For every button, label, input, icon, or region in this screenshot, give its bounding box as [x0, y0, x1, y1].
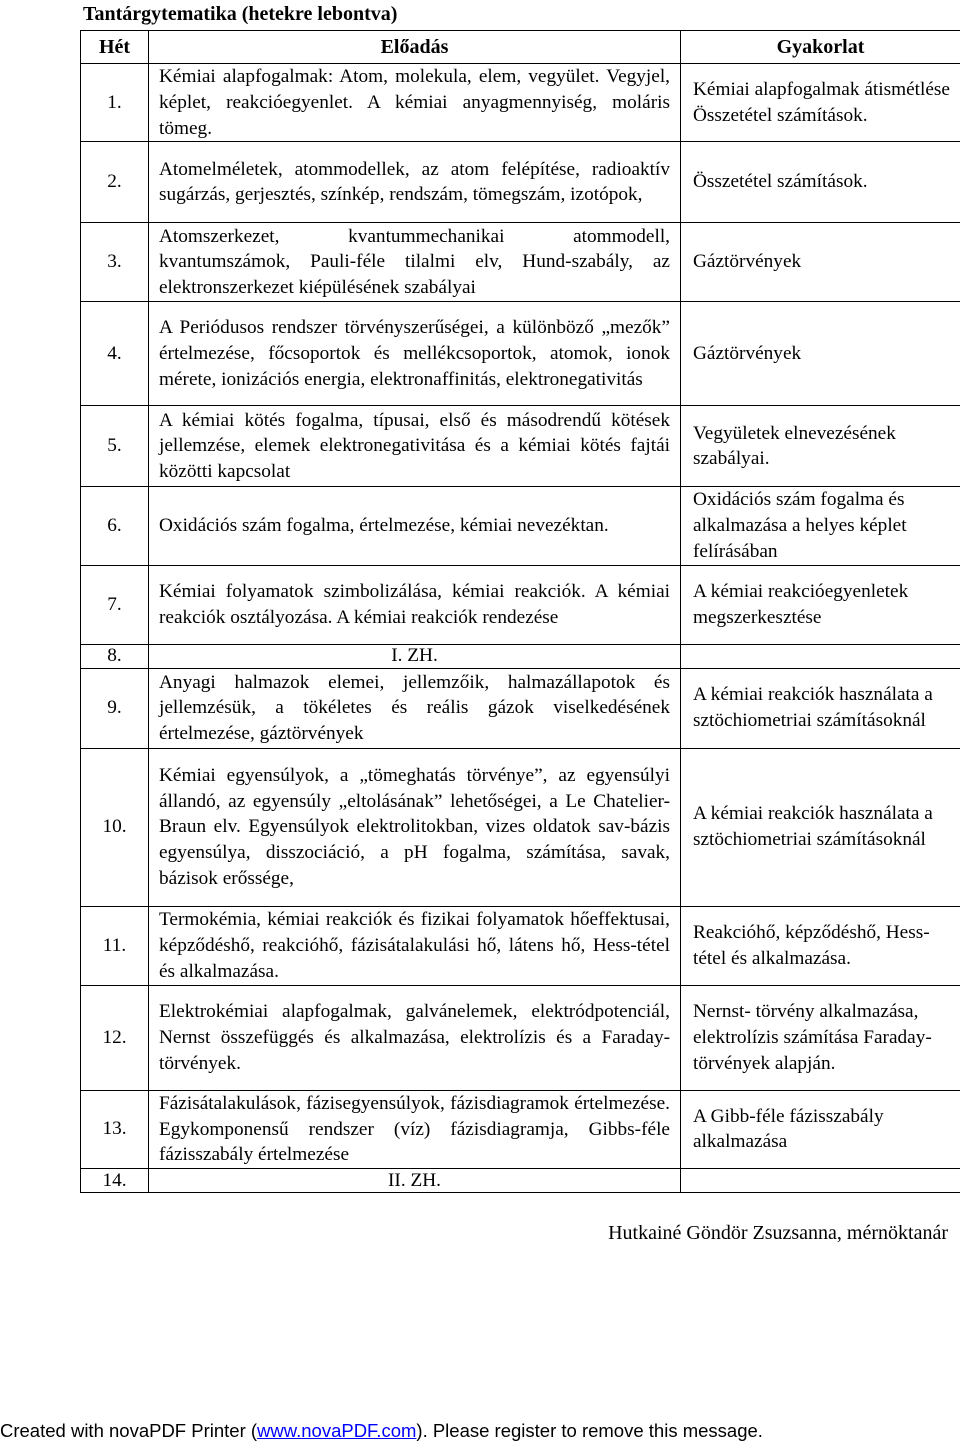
week-number: 10. — [81, 748, 149, 906]
practice-topic: A kémiai reakciók használata a sztöchiometriai számításoknál — [681, 748, 960, 906]
practice-topic: Reakcióhő, képződéshő, Hess-tétel és alkalmazása. — [681, 906, 960, 985]
week-number: 4. — [81, 302, 149, 406]
week-number: 6. — [81, 487, 149, 565]
table-row — [81, 406, 960, 487]
practice-topic: Kémiai alapfogalmak átismétlése Összetétel számítások. — [681, 64, 960, 142]
practice-topic: Gáztörvények — [681, 223, 960, 302]
table-row — [81, 985, 960, 1090]
table-row — [81, 142, 960, 223]
week-number: 7. — [81, 565, 149, 644]
lecture-topic: Kémiai folyamatok szimbolizálása, kémiai reakciók. A kémiai reakciók osztályozása. A kémiai reakciók rendezése — [149, 565, 681, 644]
header-practice: Gyakorlat — [681, 31, 960, 64]
week-number: 3. — [81, 223, 149, 302]
table-row — [81, 64, 960, 142]
practice-topic: A kémiai reakcióegyenletek megszerkesztése — [681, 565, 960, 644]
author-signature: Hutkainé Göndör Zsuzsanna, mérnöktanár — [608, 1222, 948, 1244]
lecture-topic: Atomelméletek, atommodellek, az atom felépítése, radioaktív sugárzás, gerjesztés, színkép, rendszám, tömegszám, izotópok, — [149, 142, 681, 223]
table-row — [81, 906, 960, 985]
week-number: 5. — [81, 406, 149, 487]
header-lecture: Előadás — [149, 31, 681, 64]
lecture-topic: Anyagi halmazok elemei, jellemzőik, halmazállapotok és jellemzésük, a tökéletes és reális gázok viselkedésének értelmezése, gáztörvények — [149, 668, 681, 748]
table-row — [81, 565, 960, 644]
practice-topic: Gáztörvények — [681, 302, 960, 406]
table-row — [81, 223, 960, 302]
lecture-topic: Oxidációs szám fogalma, értelmezése, kémiai nevezéktan. — [149, 487, 681, 565]
practice-topic: Vegyületek elnevezésének szabályai. — [681, 406, 960, 487]
table-row — [81, 748, 960, 906]
week-number: 13. — [81, 1090, 149, 1168]
header-week: Hét — [81, 31, 149, 64]
lecture-topic: Atomszerkezet, kvantummechanikai atommodell, kvantumszámok, Pauli-féle tilalmi elv, Hund-szabály, az elektronszerkezet kiépülésének szabályai — [149, 223, 681, 302]
page-title: Tantárgytematika (hetekre lebontva) — [83, 3, 398, 25]
table-header-row — [81, 31, 960, 64]
practice-topic: A kémiai reakciók használata a sztöchiometriai számításoknál — [681, 668, 960, 748]
table-row — [81, 644, 960, 668]
lecture-topic: Kémiai alapfogalmak: Atom, molekula, elem, vegyület. Vegyjel, képlet, reakcióegyenlet. A kémiai anyagmennyiség, moláris tömeg. — [149, 64, 681, 142]
practice-topic: Összetétel számítások. — [681, 142, 960, 223]
week-number: 12. — [81, 985, 149, 1090]
week-number: 1. — [81, 64, 149, 142]
watermark-link[interactable]: www.novaPDF.com — [257, 1420, 417, 1441]
exam-label: I. ZH. — [149, 644, 681, 668]
week-number: 14. — [81, 1169, 149, 1193]
exam-label: II. ZH. — [149, 1169, 681, 1193]
watermark-prefix: Created with novaPDF Printer ( — [0, 1420, 258, 1441]
table-row — [81, 668, 960, 748]
practice-topic: Nernst- törvény alkalmazása, elektrolízis számítása Faraday-törvények alapján. — [681, 985, 960, 1090]
syllabus-body — [81, 64, 960, 1193]
practice-empty — [681, 644, 960, 668]
practice-topic: Oxidációs szám fogalma és alkalmazása a helyes képlet felírásában — [681, 487, 960, 565]
table-row — [81, 302, 960, 406]
practice-empty — [681, 1169, 960, 1193]
watermark-notice — [0, 1418, 960, 1444]
syllabus-table — [80, 30, 960, 1193]
week-number: 9. — [81, 668, 149, 748]
week-number: 11. — [81, 906, 149, 985]
practice-topic: A Gibb-féle fázisszabály alkalmazása — [681, 1090, 960, 1168]
lecture-topic: Kémiai egyensúlyok, a „tömeghatás törvénye”, az egyensúlyi állandó, az egyensúly „eltolásának” lehetőségei, a Le Chatelier-Braun elv. Egyensúlyok elektrolitokban, vizes oldatok sav-bázis egyensúlya, disszociáció, a pH fogalma, számítása, savak, bázisok erőssége, — [149, 748, 681, 906]
lecture-topic: Fázisátalakulások, fázisegyensúlyok, fázisdiagramok értelmezése. Egykomponensű rendszer (víz) fázisdiagramja, Gibbs-féle fázisszabály értelmezése — [149, 1090, 681, 1168]
table-row — [81, 487, 960, 565]
lecture-topic: A kémiai kötés fogalma, típusai, első és másodrendű kötések jellemzése, elemek elektronegativitása és a kémiai kötés fajtái közötti kapcsolat — [149, 406, 681, 487]
lecture-topic: A Periódusos rendszer törvényszerűségei, a különböző „mezők” értelmezése, főcsoportok és mellékcsoportok, atomok, ionok mérete, ionizációs energia, elektronaffinitás, elektronegativitás — [149, 302, 681, 406]
lecture-topic: Termokémia, kémiai reakciók és fizikai folyamatok hőeffektusai, képződéshő, reakcióhő, fázisátalakulási hő, látens hő, Hess-tétel és alkalmazása. — [149, 906, 681, 985]
week-number: 2. — [81, 142, 149, 223]
table-row — [81, 1169, 960, 1193]
watermark-suffix: ). Please register to remove this message. — [416, 1420, 763, 1441]
table-row — [81, 1090, 960, 1168]
week-number: 8. — [81, 644, 149, 668]
lecture-topic: Elektrokémiai alapfogalmak, galvánelemek, elektródpotenciál, Nernst összefüggés és alkalmazása, elektrolízis és a Faraday-törvények. — [149, 985, 681, 1090]
